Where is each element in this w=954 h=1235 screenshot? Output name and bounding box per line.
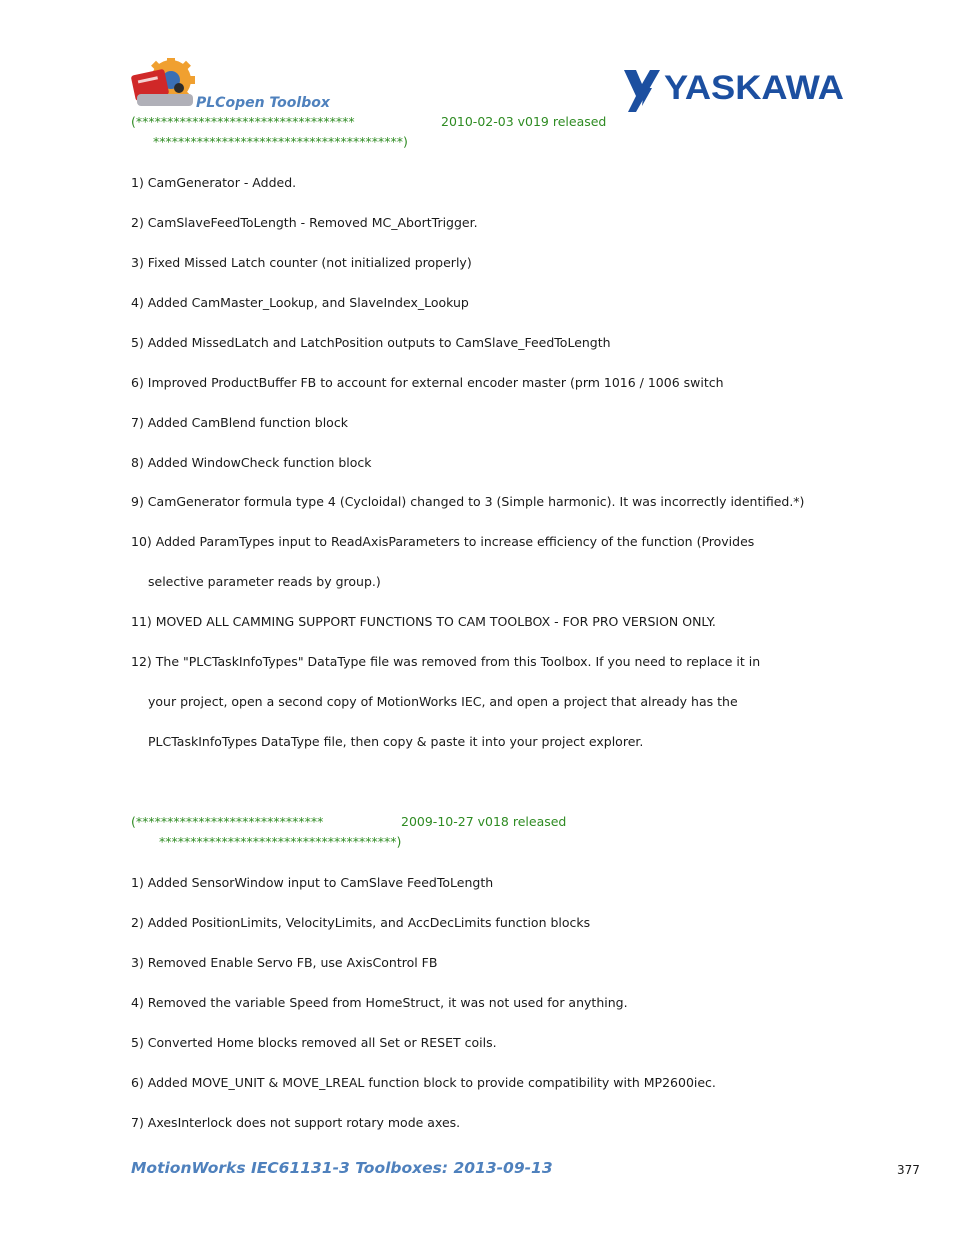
- release1-item-2: 2) CamSlaveFeedToLength - Removed MC_AbortTrigger.: [131, 215, 478, 230]
- release1-item-8: 8) Added WindowCheck function block: [131, 455, 372, 470]
- release1-header-date: 2010-02-03 v019 released: [441, 114, 607, 129]
- release2-item-2: 2) Added PositionLimits, VelocityLimits, and AccDecLimits function blocks: [131, 915, 591, 930]
- release1-item-4: 4) Added CamMaster_Lookup, and SlaveIndex_Lookup: [131, 295, 469, 310]
- page-number: 377: [897, 1163, 920, 1177]
- release2-item-7: 7) AxesInterlock does not support rotary mode axes.: [131, 1115, 461, 1130]
- release1-item-7: 7) Added CamBlend function block: [131, 415, 348, 430]
- release2-header-date: 2009-10-27 v018 released: [401, 814, 567, 829]
- yaskawa-wordmark: YASKAWA: [664, 69, 844, 107]
- release2-item-4: 4) Removed the variable Speed from HomeStruct, it was not used for anything.: [131, 995, 628, 1010]
- release1-item-11: 11) MOVED ALL CAMMING SUPPORT FUNCTIONS TO CAM TOOLBOX - FOR PRO VERSION ONLY.: [131, 614, 716, 629]
- release2-item-1: 1) Added SensorWindow input to CamSlave FeedToLength: [131, 875, 494, 890]
- footer-title: MotionWorks IEC61131-3 Toolboxes: 2013-09-13: [131, 1159, 553, 1177]
- release2-header-stars: (******************************: [131, 814, 324, 829]
- release1-item-1: 1) CamGenerator - Added.: [131, 175, 297, 190]
- release1-item-10-cont: selective parameter reads by group.): [148, 574, 381, 589]
- release1-header-stars: (***********************************: [131, 114, 355, 129]
- release1-header-close: ****************************************): [153, 134, 408, 149]
- release1-item-12-cont-2: PLCTaskInfoTypes DataType file, then copy & paste it into your project explorer.: [148, 734, 644, 749]
- release1-item-12: 12) The "PLCTaskInfoTypes" DataType file was removed from this Toolbox. If you need to replace it in: [131, 654, 761, 669]
- release2-item-6: 6) Added MOVE_UNIT & MOVE_LREAL function block to provide compatibility with MP2600iec.: [131, 1075, 716, 1090]
- release1-item-10: 10) Added ParamTypes input to ReadAxisParameters to increase efficiency of the function (Provides: [131, 534, 755, 549]
- release2-item-5: 5) Converted Home blocks removed all Set or RESET coils.: [131, 1035, 497, 1050]
- release1-item-3: 3) Fixed Missed Latch counter (not initialized properly): [131, 255, 472, 270]
- release2-item-3: 3) Removed Enable Servo FB, use AxisControl FB: [131, 955, 438, 970]
- release1-item-9: 9) CamGenerator formula type 4 (Cycloidal) changed to 3 (Simple harmonic). It was incorrectly identified.*): [131, 494, 805, 509]
- plcopen-toolbox-title: PLCopen Toolbox: [196, 95, 330, 111]
- release1-item-5: 5) Added MissedLatch and LatchPosition outputs to CamSlave_FeedToLength: [131, 335, 611, 350]
- release1-item-12-cont-1: your project, open a second copy of MotionWorks IEC, and open a project that already has the: [148, 694, 738, 709]
- release1-item-6: 6) Improved ProductBuffer FB to account for external encoder master (prm 1016 / 1006 switch: [131, 375, 724, 390]
- yaskawa-logo: [622, 66, 846, 112]
- release2-header-close: **************************************): [159, 834, 402, 849]
- plcopen-logo: [131, 58, 199, 110]
